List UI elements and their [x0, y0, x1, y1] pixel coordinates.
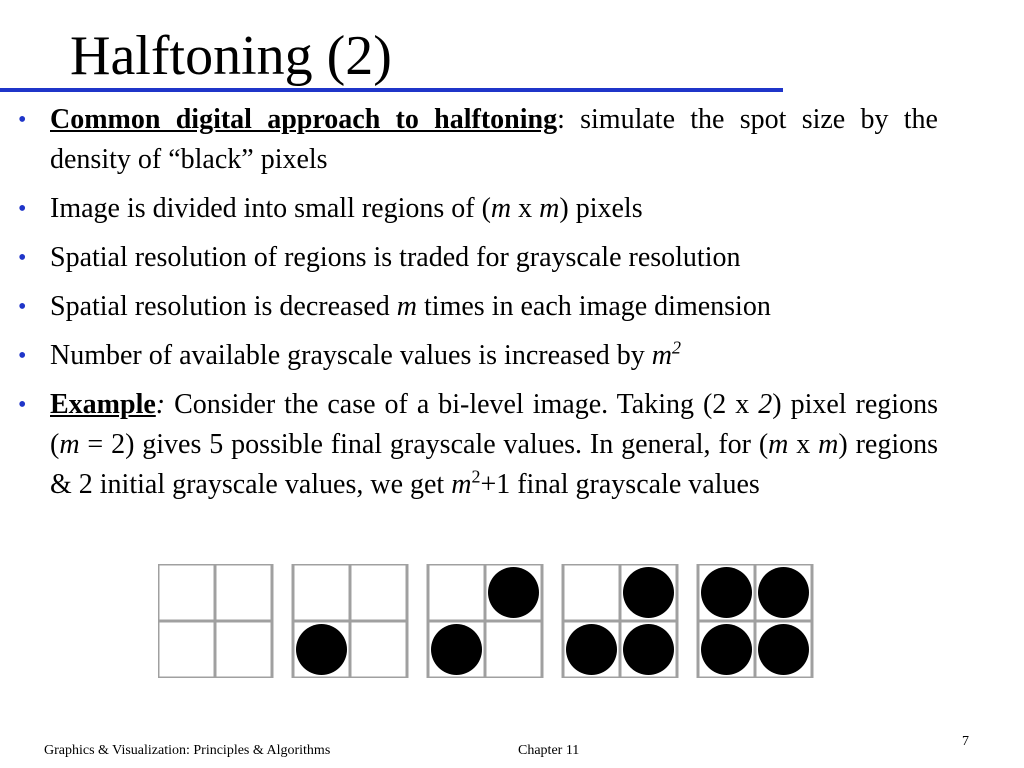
bullet-lead: Example [50, 389, 156, 420]
black-pixel-dot [296, 624, 347, 675]
bullet-item-example: • Example: Consider the case of a bi-level image. Taking (2 x 2) pixel regions (m = 2) gives 5 possible final grayscale values. In general, for (m x m) regions & 2 initial grayscale values, we get $m^2+1$ final grayscale values [18, 385, 938, 505]
black-pixel-dot [488, 567, 539, 618]
black-pixel-dot [701, 624, 752, 675]
slide-title: Halftoning (2) [70, 25, 392, 87]
bullet-text: Spatial resolution of regions is traded for grayscale resolution [50, 242, 741, 273]
bullet-item: • Number of available grayscale values is increased by $m^2$ [18, 336, 938, 376]
footer-course-title: Graphics & Visualization: Principles & Algorithms [44, 743, 331, 758]
black-pixel-dot [566, 624, 617, 675]
halftone-pattern-4 [563, 564, 677, 678]
title-underline [0, 88, 783, 92]
black-pixel-dot [758, 624, 809, 675]
bullet-item: • Common digital approach to halftoning: simulate the spot size by the density of “black” pixels [18, 100, 938, 180]
bullet-lead: Common digital approach to halftoning [50, 104, 558, 135]
bullet-dot-icon: • [18, 245, 27, 271]
black-pixel-dot [623, 567, 674, 618]
bullet-text: simulate the spot size by the density of “black” pixels [50, 104, 938, 175]
bullet-item: • Spatial resolution is decreased m times in each image dimension [18, 287, 938, 327]
halftone-pattern-3 [428, 564, 542, 678]
bullet-dot-icon: • [18, 196, 27, 222]
bullet-dot-icon: • [18, 343, 27, 369]
bullet-dot-icon: • [18, 294, 27, 320]
halftone-pattern-5 [698, 564, 812, 678]
black-pixel-dot [701, 567, 752, 618]
bullet-item [18, 238, 938, 278]
halftone-pattern-2 [293, 564, 407, 678]
bullet-list [18, 100, 938, 514]
bullet-item: • Image is divided into small regions of (m x m) pixels [18, 189, 938, 229]
black-pixel-dot [623, 624, 674, 675]
page-number: 7 [962, 734, 969, 749]
halftone-pattern-figure [158, 564, 828, 678]
footer-chapter: Chapter 11 [518, 743, 580, 758]
bullet-dot-icon: • [18, 107, 27, 133]
black-pixel-dot [431, 624, 482, 675]
bullet-dot-icon: • [18, 392, 27, 418]
black-pixel-dot [758, 567, 809, 618]
halftone-pattern-1 [158, 564, 272, 678]
